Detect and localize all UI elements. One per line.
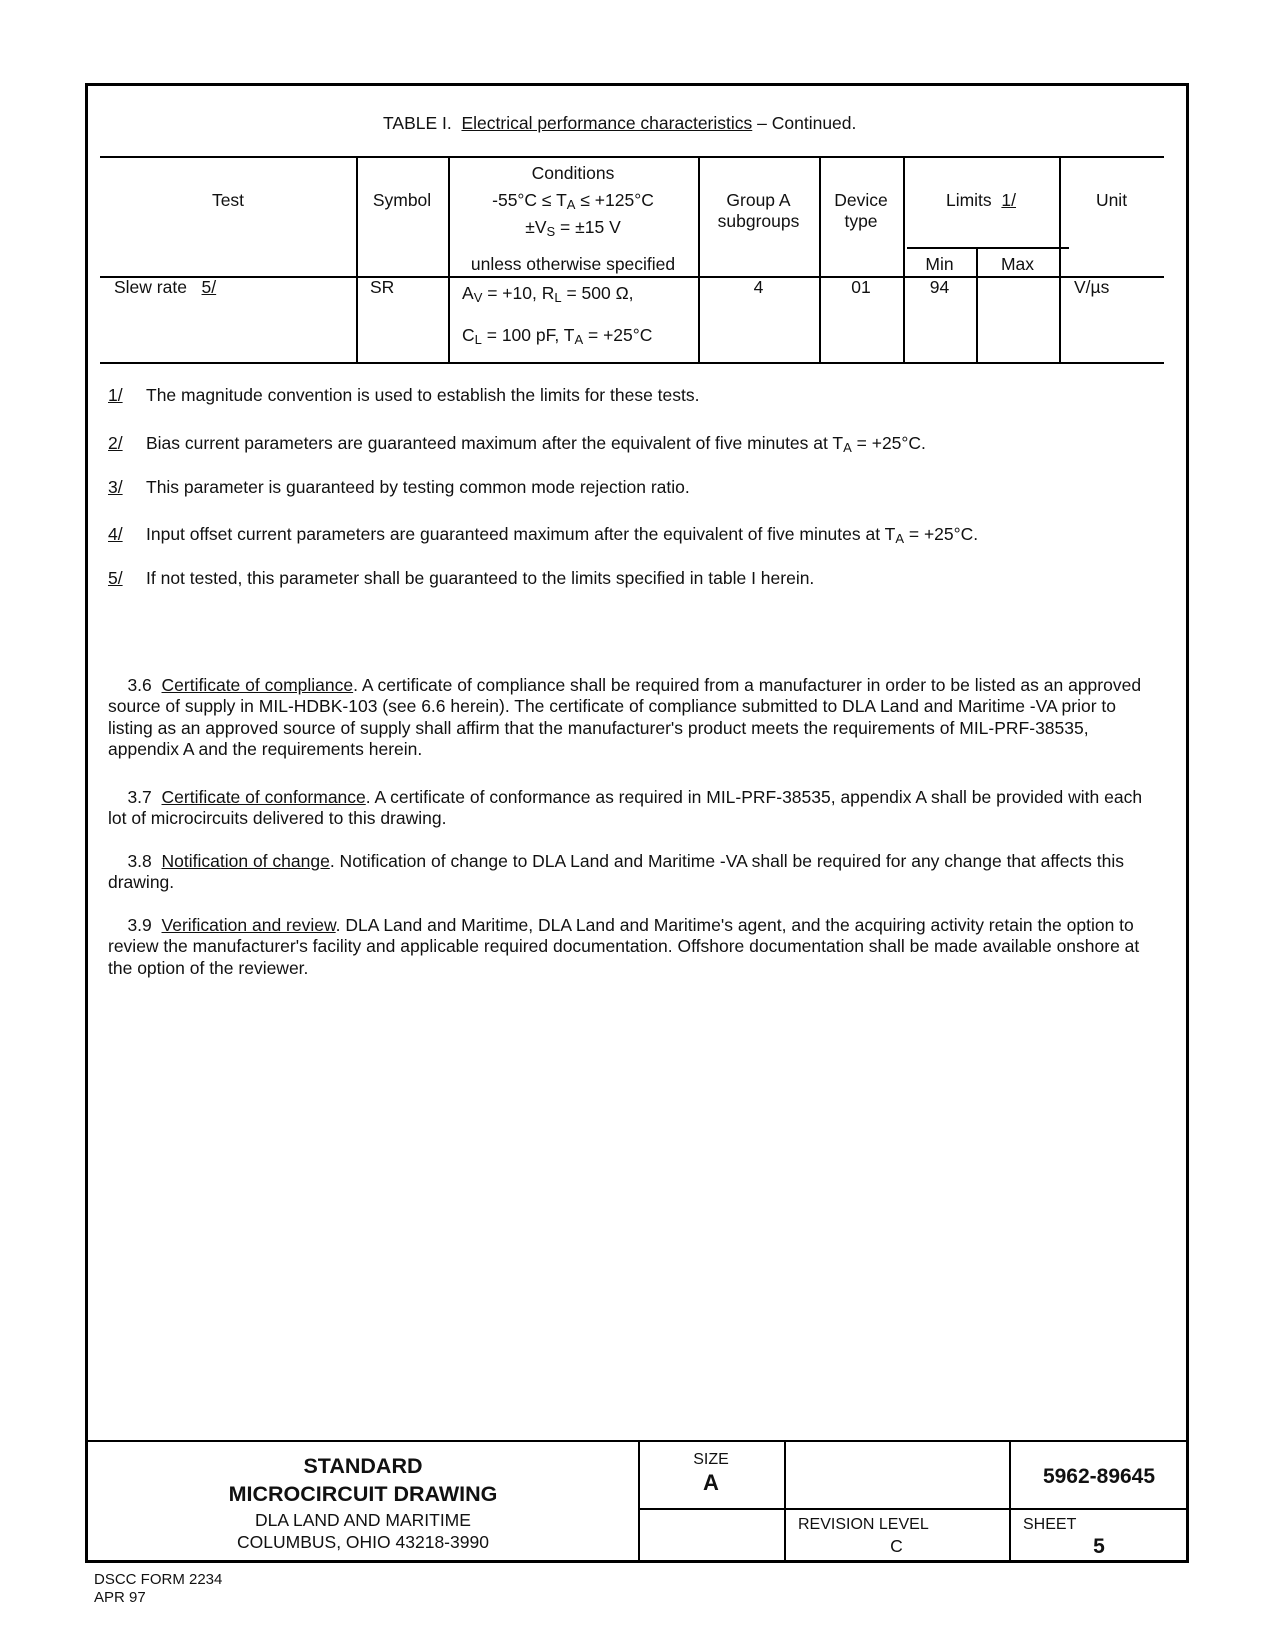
section-heading: Certificate of compliance [161, 675, 354, 695]
sheet-label: SHEET [1023, 1516, 1077, 1533]
form-date: APR 97 [94, 1589, 146, 1606]
size-label: SIZE [693, 1451, 729, 1468]
row-min: 94 [929, 277, 950, 297]
header-max: Max [1000, 254, 1035, 274]
title-block-mid-rule [638, 1508, 1186, 1510]
title-agency: DLA LAND AND MARITIME [255, 1510, 471, 1530]
header-subgroups: subgroups [717, 211, 800, 231]
header-conditions-unless: unless otherwise specified [470, 254, 676, 274]
note-number: 4/ [108, 524, 123, 544]
section-body: . Notification of change to DLA Land and Maritime -VA shall be required for any change that affects this drawing. [108, 851, 1124, 893]
title-standard: STANDARD [303, 1454, 423, 1478]
drawing-number: 5962-89645 [1042, 1465, 1156, 1488]
table-title: TABLE I. Electrical performance characteristics – Continued. [383, 113, 857, 133]
note-number: 3/ [108, 477, 123, 497]
col-divider [819, 156, 821, 364]
header-conditions-temp: $-55^\circ C \le T_A \le +125^\circ C$ [492, 190, 654, 212]
section-number: 3.6 [127, 675, 152, 695]
form-number: DSCC FORM 2234 [94, 1571, 223, 1588]
note-text: The magnitude convention is used to establish the limits for these tests. [146, 385, 700, 405]
section-heading: Verification and review [161, 915, 336, 935]
note-text: This parameter is guaranteed by testing common mode rejection ratio. [146, 477, 690, 497]
header-limits: Limits 1/ [945, 190, 1017, 210]
section-number: 3.8 [127, 851, 152, 871]
section-heading: Certificate of conformance [161, 787, 366, 807]
title-drawing: MICROCIRCUIT DRAWING [228, 1482, 498, 1506]
note-number: 1/ [108, 385, 123, 405]
title-block-top-rule [88, 1440, 1186, 1442]
header-min: Min [925, 254, 954, 274]
col-divider [698, 156, 700, 364]
header-conditions-vs: $\pm V_S = \pm 15$ V [525, 217, 621, 239]
revision-value: C [890, 1536, 903, 1556]
section-body: . DLA Land and Maritime, DLA Land and Maritime's agent, and the acquiring activity retain the option to review the manufacturer's facility and applicable required documentation. Offshore documentation shall be made available onshore at the option of the reviewer. [108, 915, 1140, 978]
row-test: Slew rate 5/ [114, 277, 217, 297]
section-body: . A certificate of conformance as required in MIL-PRF-38535, appendix A shall be provided with each lot of microcircuits delivered to this drawing. [108, 787, 1143, 829]
col-divider [356, 156, 358, 364]
section-number: 3.9 [127, 915, 152, 935]
section-3-8 [108, 851, 1148, 894]
header-conditions: Conditions [531, 163, 615, 183]
note-text: Bias current parameters are guaranteed maximum after the equivalent of five minutes at $T_A = +25^\circ C$. [146, 433, 926, 455]
revision-label: REVISION LEVEL [798, 1516, 929, 1533]
header-symbol: Symbol [372, 190, 432, 210]
section-3-7 [108, 787, 1148, 830]
table-header-rule [100, 276, 1164, 278]
note-number: 5/ [108, 568, 123, 588]
row-condition-1: $A_V = +10$, $R_L = 500$ Ω, [462, 283, 634, 305]
header-device-type: type [844, 211, 878, 231]
header-device: Device [834, 190, 888, 210]
section-3-9 [108, 915, 1148, 979]
note-number: 2/ [108, 433, 123, 453]
section-heading: Notification of change [161, 851, 330, 871]
section-3-6 [108, 675, 1148, 760]
note-text: If not tested, this parameter shall be guaranteed to the limits specified in table I herein. [146, 568, 815, 588]
limits-split-rule [907, 247, 1069, 249]
col-divider [1059, 156, 1061, 364]
row-device: 01 [851, 277, 871, 297]
row-condition-2: $C_L = 100$ pF, $T_A = +25^\circ C$ [462, 325, 653, 347]
sheet-value: 5 [1093, 1535, 1105, 1558]
row-group: 4 [753, 277, 764, 297]
section-body: . A certificate of compliance shall be required from a manufacturer in order to be listed as an approved source of supply in MIL-HDBK-103 (see 6.6 herein). The certificate of compliance submitted to DLA Land and Maritime -VA prior to listing as an approved source of supply shall affirm that the manufacturer's product meets the requirements of MIL-PRF-38535, appendix A and the requirements herein. [108, 675, 1142, 759]
header-unit: Unit [1095, 190, 1128, 210]
table-top-rule [100, 156, 1164, 158]
title-address: COLUMBUS, OHIO 43218-3990 [237, 1532, 489, 1552]
header-group-a: Group A [726, 190, 791, 210]
size-value: A [703, 1470, 719, 1495]
note-text: Input offset current parameters are guaranteed maximum after the equivalent of five minutes at $T_A = +25^\circ C$. [146, 524, 979, 546]
section-number: 3.7 [127, 787, 152, 807]
row-unit: V/µs [1074, 277, 1110, 297]
table-bottom-rule [100, 362, 1164, 364]
header-test: Test [211, 190, 245, 210]
row-symbol: SR [370, 277, 395, 297]
